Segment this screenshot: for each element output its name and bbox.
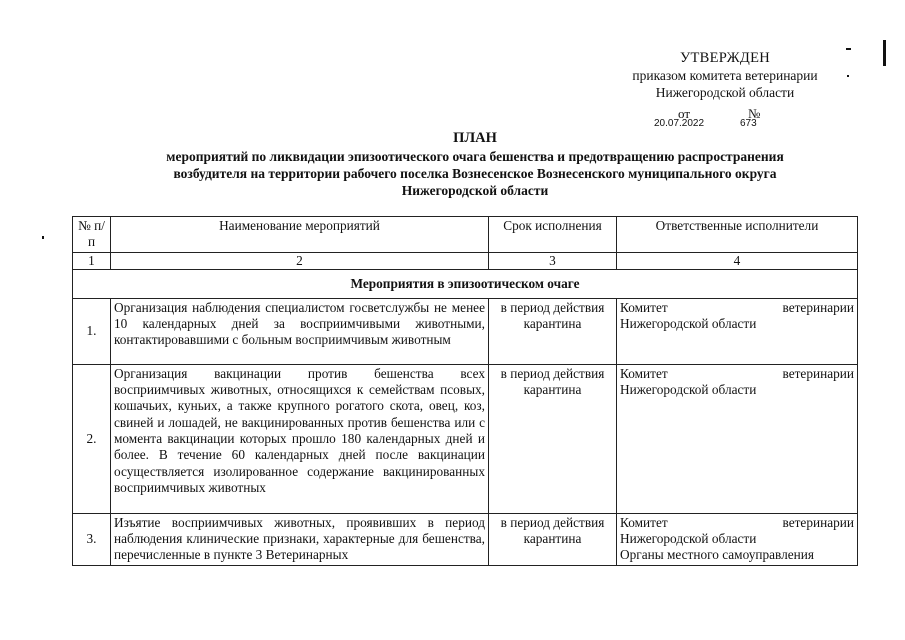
approval-line-2: Нижегородской области xyxy=(655,85,795,100)
table-header-row xyxy=(73,217,858,253)
column-number: 2 xyxy=(111,252,489,269)
scan-mark xyxy=(883,40,886,66)
resp-committee: Комитет xyxy=(620,299,668,315)
title-line-3: Нижегородской области xyxy=(401,183,549,198)
row-responsible xyxy=(617,298,858,364)
column-number: 4 xyxy=(617,252,858,269)
title-line-2: возбудителя на территории рабочего поселка Вознесенское Вознесенского муниципального округа xyxy=(173,166,777,181)
header-term: Срок исполнения xyxy=(489,217,617,253)
resp-region: Нижегородской области xyxy=(620,316,757,332)
resp-veterinary: ветеринарии xyxy=(782,299,854,315)
title-main: ПЛАН xyxy=(453,130,497,146)
resp-committee: Комитет xyxy=(620,514,668,530)
row-action: Организация вакцинации против бешенства всех восприимчивых животных, относящихся к семействам псовых, кошачьих, куньих, а также крупного рогатого скота, овец, коз, свиней и лошадей, не вакцинированных против бешенства или с момента вакцинации которых прошло 180 календарных дней и более. В течение 60 календарных дней после вакцинации осуществляется изолированное содержание вакцинированных восприимчивых животных xyxy=(111,364,489,513)
row-number: 1. xyxy=(73,298,111,364)
title-line-1: мероприятий по ликвидации эпизоотического очага бешенства и предотвращению распространения xyxy=(166,149,784,164)
measures-table xyxy=(72,216,858,566)
row-term: в период действия карантина xyxy=(489,364,617,513)
header-action: Наименование мероприятий xyxy=(111,217,489,253)
approval-from-label: от xyxy=(678,106,691,121)
section-row xyxy=(73,269,858,298)
approval-number: 673 xyxy=(740,118,757,129)
row-responsible xyxy=(617,513,858,565)
row-term: в период действия карантина xyxy=(489,298,617,364)
scan-mark xyxy=(42,236,44,239)
approval-line-1: приказом комитета ветеринарии xyxy=(632,68,818,83)
approval-date: 20.07.2022 xyxy=(654,118,705,129)
resp-veterinary: ветеринарии xyxy=(782,365,854,381)
row-term: в период действия карантина xyxy=(489,513,617,565)
resp-committee: Комитет xyxy=(620,365,668,381)
approval-number-label: № xyxy=(748,106,761,121)
header-num: № п/п xyxy=(73,217,111,253)
row-number: 3. xyxy=(73,513,111,565)
row-action: Организация наблюдения специалистом госветслужбы не менее 10 календарных дней за восприимчивыми животными, контактировавшими с больным восприимчивым животным xyxy=(111,298,489,364)
table-row xyxy=(73,513,858,565)
header-responsible: Ответственные исполнители xyxy=(617,217,858,253)
table-row xyxy=(73,298,858,364)
resp-local-government: Органы местного самоуправления xyxy=(620,547,815,563)
row-number: 2. xyxy=(73,364,111,513)
scan-mark xyxy=(846,48,851,50)
resp-veterinary: ветеринарии xyxy=(782,514,854,530)
resp-region: Нижегородской области xyxy=(620,531,757,547)
approval-block xyxy=(590,50,860,131)
scan-mark xyxy=(847,75,849,77)
column-number: 3 xyxy=(489,252,617,269)
approval-heading: УТВЕРЖДЕН xyxy=(679,50,771,66)
column-number: 1 xyxy=(73,252,111,269)
approval-date-number xyxy=(590,105,860,131)
section-title: Мероприятия в эпизоотическом очаге xyxy=(73,269,858,298)
row-responsible xyxy=(617,364,858,513)
resp-region: Нижегородской области xyxy=(620,382,757,398)
row-action: Изъятие восприимчивых животных, проявивших в период наблюдения клинические признаки, характерные для бешенства, перечисленные в пункте 3 Ветеринарных xyxy=(111,513,489,565)
table-row xyxy=(73,364,858,513)
column-number-row xyxy=(73,252,858,269)
document-title xyxy=(100,130,850,199)
